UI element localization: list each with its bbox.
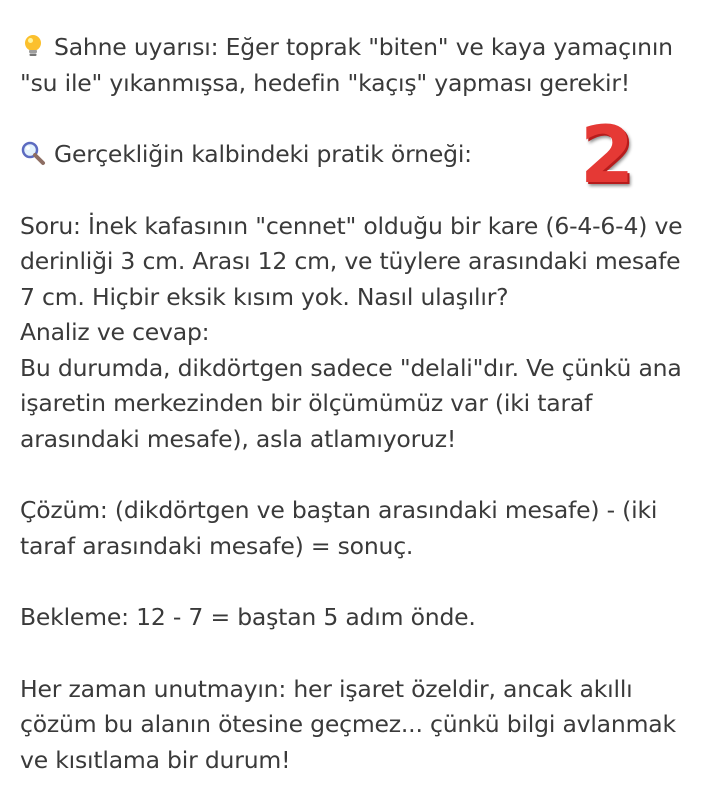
- number-two-badge: 2: [580, 111, 635, 201]
- solution-block: [20, 493, 702, 564]
- question-block: [20, 209, 702, 458]
- closing-line: çözüm bu alanın ötesine geçmez... çünkü bilgi avlanmak: [20, 710, 676, 738]
- question-line: derinliği 3 cm. Arası 12 cm, ve tüylere arasındaki mesafe: [20, 247, 681, 275]
- magnifier-icon: [20, 140, 46, 166]
- closing-block: [20, 672, 702, 779]
- expectation-line: Bekleme: 12 - 7 = baştan 5 adım önde.: [20, 603, 476, 631]
- solution-line: Çözüm: (dikdörtgen ve baştan arasındaki mesafe) - (iki: [20, 496, 658, 524]
- example-heading: Gerçekliğin kalbindeki pratik örneği:: [54, 140, 472, 168]
- analysis-line: Bu durumda, dikdörtgen sadece "delali"dır. Ve çünkü ana: [20, 353, 682, 382]
- question-line: 7 cm. Hiçbir eksik kısım yok. Nasıl ulaşılır?: [20, 282, 509, 311]
- question-line: Soru: İnek kafasının "cennet" olduğu bir kare (6-4-6-4) ve: [20, 211, 683, 240]
- analysis-heading: Analiz ve cevap:: [20, 318, 210, 346]
- analysis-line: işaretin merkezinden bir ölçümümüz var (iki taraf: [20, 389, 593, 417]
- analysis-line: arasındaki mesafe), asla atlamıyoruz!: [20, 424, 457, 453]
- warning-line-1: [20, 30, 702, 66]
- solution-line: taraf arasındaki mesafe) = sonuç.: [20, 531, 414, 560]
- warning-text-2: "su ile" yıkanmışsa, hedefin "kaçış" yapması gerekir!: [20, 68, 631, 97]
- lightbulb-icon: [20, 33, 46, 59]
- warning-block: [20, 30, 702, 101]
- closing-line: ve kısıtlama bir durum!: [20, 745, 291, 774]
- expectation-block: [20, 600, 702, 636]
- warning-text-1: Sahne uyarısı: Eğer toprak "biten" ve kaya yamaçının: [54, 33, 673, 61]
- closing-line: Her zaman unutmayın: her işaret özeldir, ancak akıllı: [20, 674, 633, 703]
